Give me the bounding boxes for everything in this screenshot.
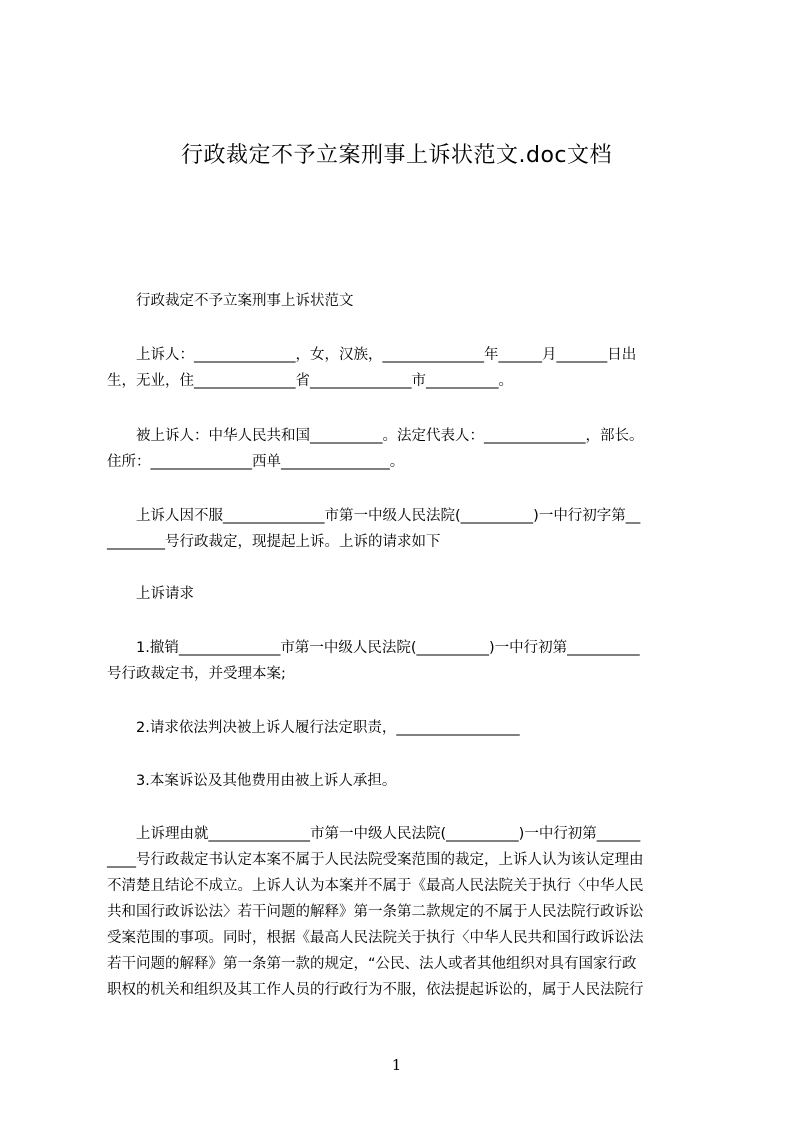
subtitle-line: 行政裁定不予立案刑事上诉状范文 xyxy=(136,293,354,309)
claim-1-paragraph xyxy=(107,635,701,687)
paragraph-line: 3.本案诉讼及其他费用由被上诉人承担。 xyxy=(136,773,397,789)
paragraph-line: ________号行政裁定，现提起上诉。上诉的请求如下 xyxy=(107,534,441,550)
page-number: 1 xyxy=(391,1056,402,1074)
paragraph-line: 被上诉人：中华人民共和国__________。法定代表人：______________，部长。 xyxy=(136,428,644,444)
paragraph-line: 住所：______________西单_______________。 xyxy=(107,454,405,470)
paragraph-line: 2.请求依法判决被上诉人履行法定职责，_________________ xyxy=(136,720,520,736)
heading-line: 上诉请求 xyxy=(136,586,194,602)
paragraph-line: 上诉理由就______________市第一中级人民法院(__________)一中行初第______ xyxy=(136,826,641,842)
intro-paragraph xyxy=(107,503,701,555)
claims-heading xyxy=(107,581,701,607)
paragraph-line: 1.撤销______________市第一中级人民法院(__________)一中行初第__________ xyxy=(136,640,640,656)
paragraph-line: 生，无业，住______________省______________市__________。 xyxy=(107,373,513,389)
reasons-paragraph xyxy=(107,821,701,1003)
paragraph-line: 受案范围的事项。同时，根据《最高人民法院关于执行〈中华人民共和国行政诉讼法 xyxy=(107,930,644,946)
paragraph-line: 共和国行政诉讼法〉若干问题的解释》第一条第二款规定的不属于人民法院行政诉讼 xyxy=(107,904,644,920)
respondent-paragraph xyxy=(107,423,701,475)
claim-3-paragraph xyxy=(107,768,701,794)
paragraph-line: 不清楚且结论不成立。上诉人认为本案并不属于《最高人民法院关于执行〈中华人民 xyxy=(107,878,644,894)
appellant-paragraph xyxy=(107,342,701,394)
paragraph-line: 号行政裁定书，并受理本案; xyxy=(107,666,286,682)
document-title: 行政裁定不予立案刑事上诉状范文.doc文档 xyxy=(180,143,612,168)
paragraph-line: 上诉人因不服______________市第一中级人民法院(__________)一中行初字第__ xyxy=(136,508,641,524)
document-subtitle xyxy=(107,288,701,314)
paragraph-line: 若干问题的解释》第一条第一款的规定，“公民、法人或者其他组织对具有国家行政 xyxy=(107,956,637,972)
paragraph-line: 职权的机关和组织及其工作人员的行政行为不服，依法提起诉讼的，属于人民法院行 xyxy=(107,982,644,998)
paragraph-line: 上诉人：______________，女，汉族，______________年______月_______日出 xyxy=(136,347,637,363)
claim-2-paragraph xyxy=(107,715,701,741)
paragraph-line: ____号行政裁定书认定本案不属于人民法院受案范围的裁定，上诉人认为该认定理由 xyxy=(107,852,644,868)
